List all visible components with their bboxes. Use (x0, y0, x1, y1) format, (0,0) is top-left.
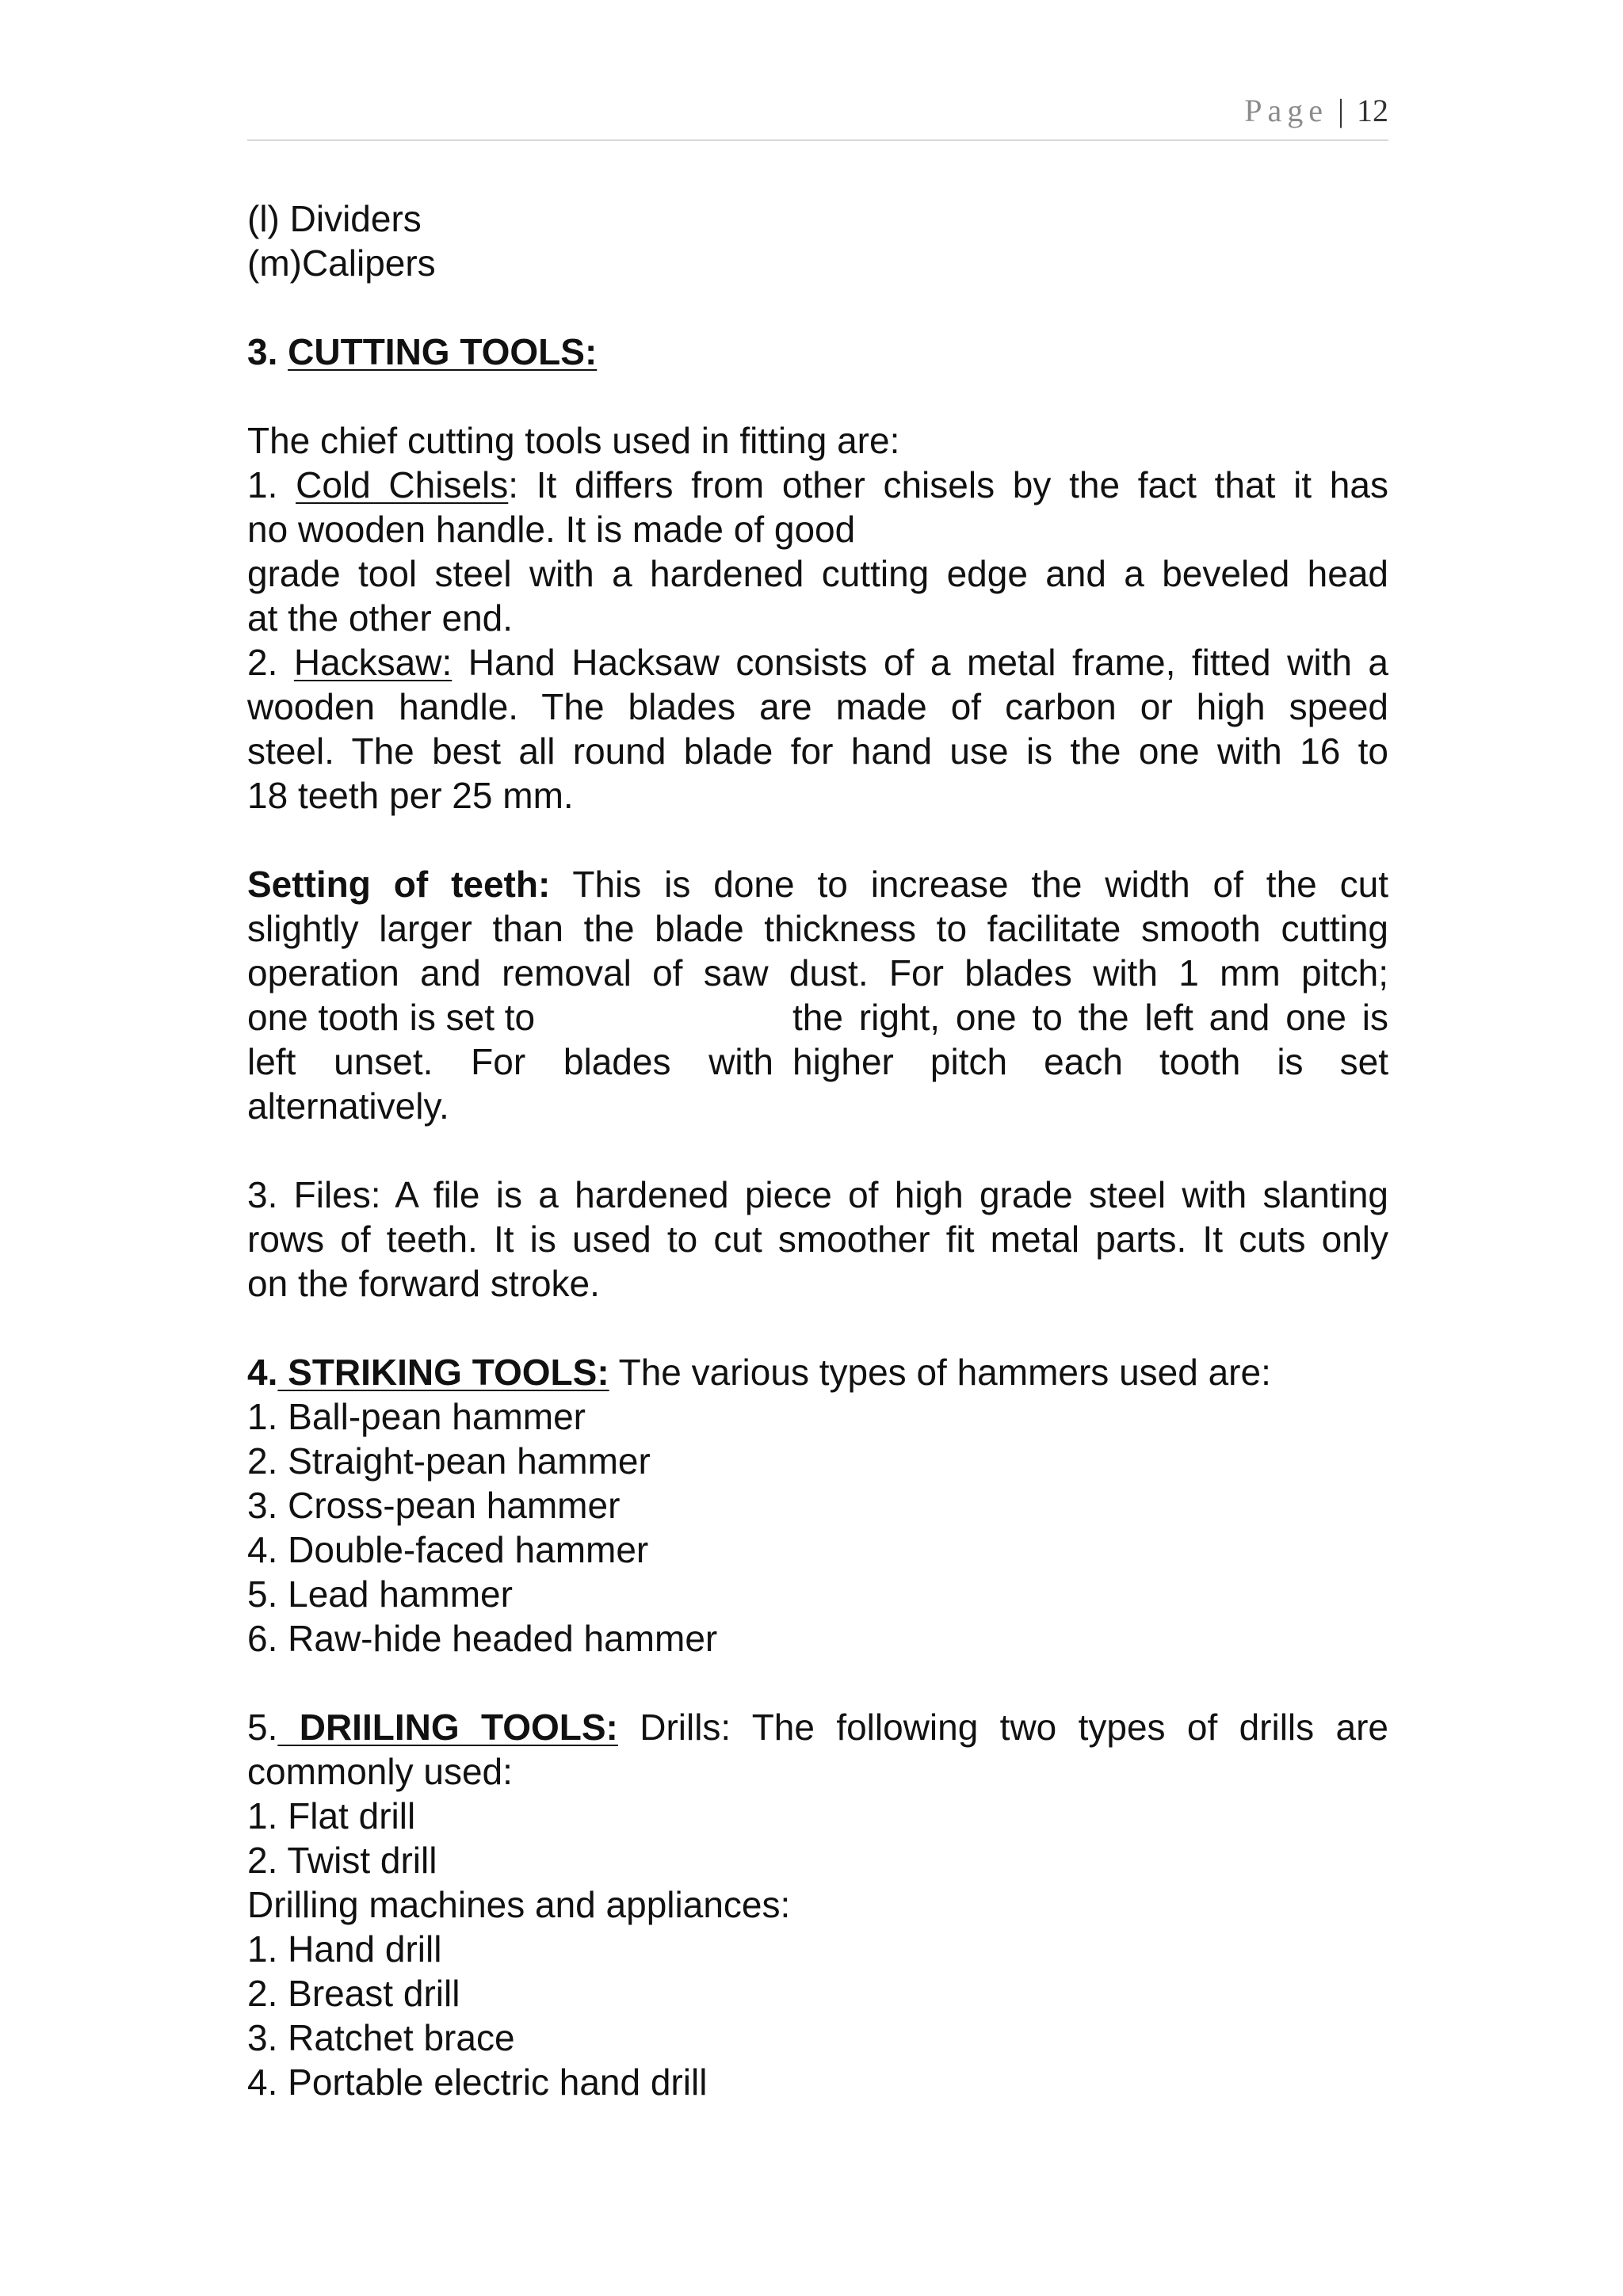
list-item: 2. Breast drill (247, 1973, 460, 2014)
setting-line-5 (247, 1039, 1388, 1084)
list-item: 2. Straight-pean hammer (247, 1440, 651, 1482)
spacer (247, 818, 1388, 862)
text-fragment: the right, one to the left and one is (792, 997, 1388, 1038)
list-item: 3. Cross-pean hammer (247, 1485, 621, 1526)
page-body (247, 196, 1388, 2104)
list-item: 4. Portable electric hand drill (247, 2061, 708, 2103)
section-title: DRIILING TOOLS: (277, 1707, 618, 1748)
files-line-2: rows of teeth. It is used to cut smoother fit metal parts. It cuts only (247, 1219, 1388, 1260)
cold-chisels-line-3: grade tool steel with a hardened cutting edge and a beveled head (247, 553, 1388, 594)
hacksaw-line-1 (247, 640, 1388, 685)
text-fragment: higher pitch each tooth is set (792, 1041, 1388, 1082)
spacer (247, 1128, 1388, 1173)
spacer (247, 1661, 1388, 1705)
text-fragment: left unset. For blades with (247, 1041, 773, 1082)
term-setting-of-teeth: Setting of teeth: (247, 864, 551, 905)
text-fragment: one tooth is set to (247, 997, 536, 1038)
hacksaw-line-2: wooden handle. The blades are made of carbon or high speed (247, 686, 1388, 727)
setting-line-4 (247, 995, 1388, 1039)
text-fragment: Hand Hacksaw consists of a metal frame, fitted with a (452, 642, 1388, 683)
hacksaw-line-4: 18 teeth per 25 mm. (247, 775, 574, 816)
setting-line-1 (247, 862, 1388, 906)
page-number: 12 (1357, 93, 1388, 128)
files-line-1: 3. Files: A file is a hardened piece of high grade steel with slanting (247, 1174, 1388, 1215)
section-title: CUTTING TOOLS: (288, 331, 598, 372)
list-item-dividers: (l) Dividers (247, 198, 422, 239)
drilling-line-2: commonly used: (247, 1751, 513, 1792)
section-title: STRIKING TOOLS: (277, 1352, 609, 1393)
page-header (247, 95, 1388, 141)
cold-chisels-line-2: no wooden handle. It is made of good (247, 509, 856, 550)
files-line-3: on the forward stroke. (247, 1263, 600, 1304)
striking-tools-heading (247, 1350, 1388, 1394)
hacksaw-line-3: steel. The best all round blade for hand use is the one with 16 to (247, 730, 1388, 772)
cutting-intro: The chief cutting tools used in fitting are: (247, 420, 900, 461)
list-item: 2. Twist drill (247, 1840, 437, 1881)
item-prefix: 1. (247, 464, 296, 505)
list-item-calipers: (m)Calipers (247, 242, 436, 284)
list-item: 1. Hand drill (247, 1928, 442, 1970)
drilling-tools-heading (247, 1705, 1388, 1749)
term-cold-chisels: Cold Chisels (296, 464, 509, 505)
cutting-tools-heading (247, 330, 1388, 374)
list-item: 5. Lead hammer (247, 1573, 513, 1615)
section-number: 5. (247, 1707, 278, 1748)
text-fragment: The various types of hammers used are: (609, 1352, 1271, 1393)
text-fragment: Drills: The following two types of drills are (617, 1707, 1388, 1748)
setting-line-6: alternatively. (247, 1085, 449, 1127)
cold-chisels-line-1 (247, 463, 1388, 507)
setting-line-3: operation and removal of saw dust. For blades with 1 mm pitch; (247, 952, 1388, 994)
item-prefix: 2. (247, 642, 294, 683)
section-number: 4. (247, 1352, 278, 1393)
setting-line-2: slightly larger than the blade thickness to facilitate smooth cutting (247, 908, 1388, 949)
text-fragment: This is done to increase the width of the cut (550, 864, 1389, 905)
list-item: 4. Double-faced hammer (247, 1529, 649, 1570)
section-number: 3. (247, 331, 288, 372)
page-separator: | (1337, 93, 1344, 128)
list-item: 6. Raw-hide headed hammer (247, 1618, 718, 1659)
cold-chisels-line-4: at the other end. (247, 597, 514, 639)
spacer (247, 285, 1388, 330)
list-item: 1. Ball-pean hammer (247, 1396, 586, 1437)
list-item: 1. Flat drill (247, 1795, 416, 1836)
text-fragment: : It differs from other chisels by the fact that it has (508, 464, 1388, 505)
spacer (247, 374, 1388, 418)
spacer (247, 1306, 1388, 1350)
term-hacksaw: Hacksaw: (293, 642, 453, 683)
drilling-machines-intro: Drilling machines and appliances: (247, 1884, 791, 1925)
page-label: Page (1244, 93, 1328, 128)
list-item: 3. Ratchet brace (247, 2017, 515, 2058)
